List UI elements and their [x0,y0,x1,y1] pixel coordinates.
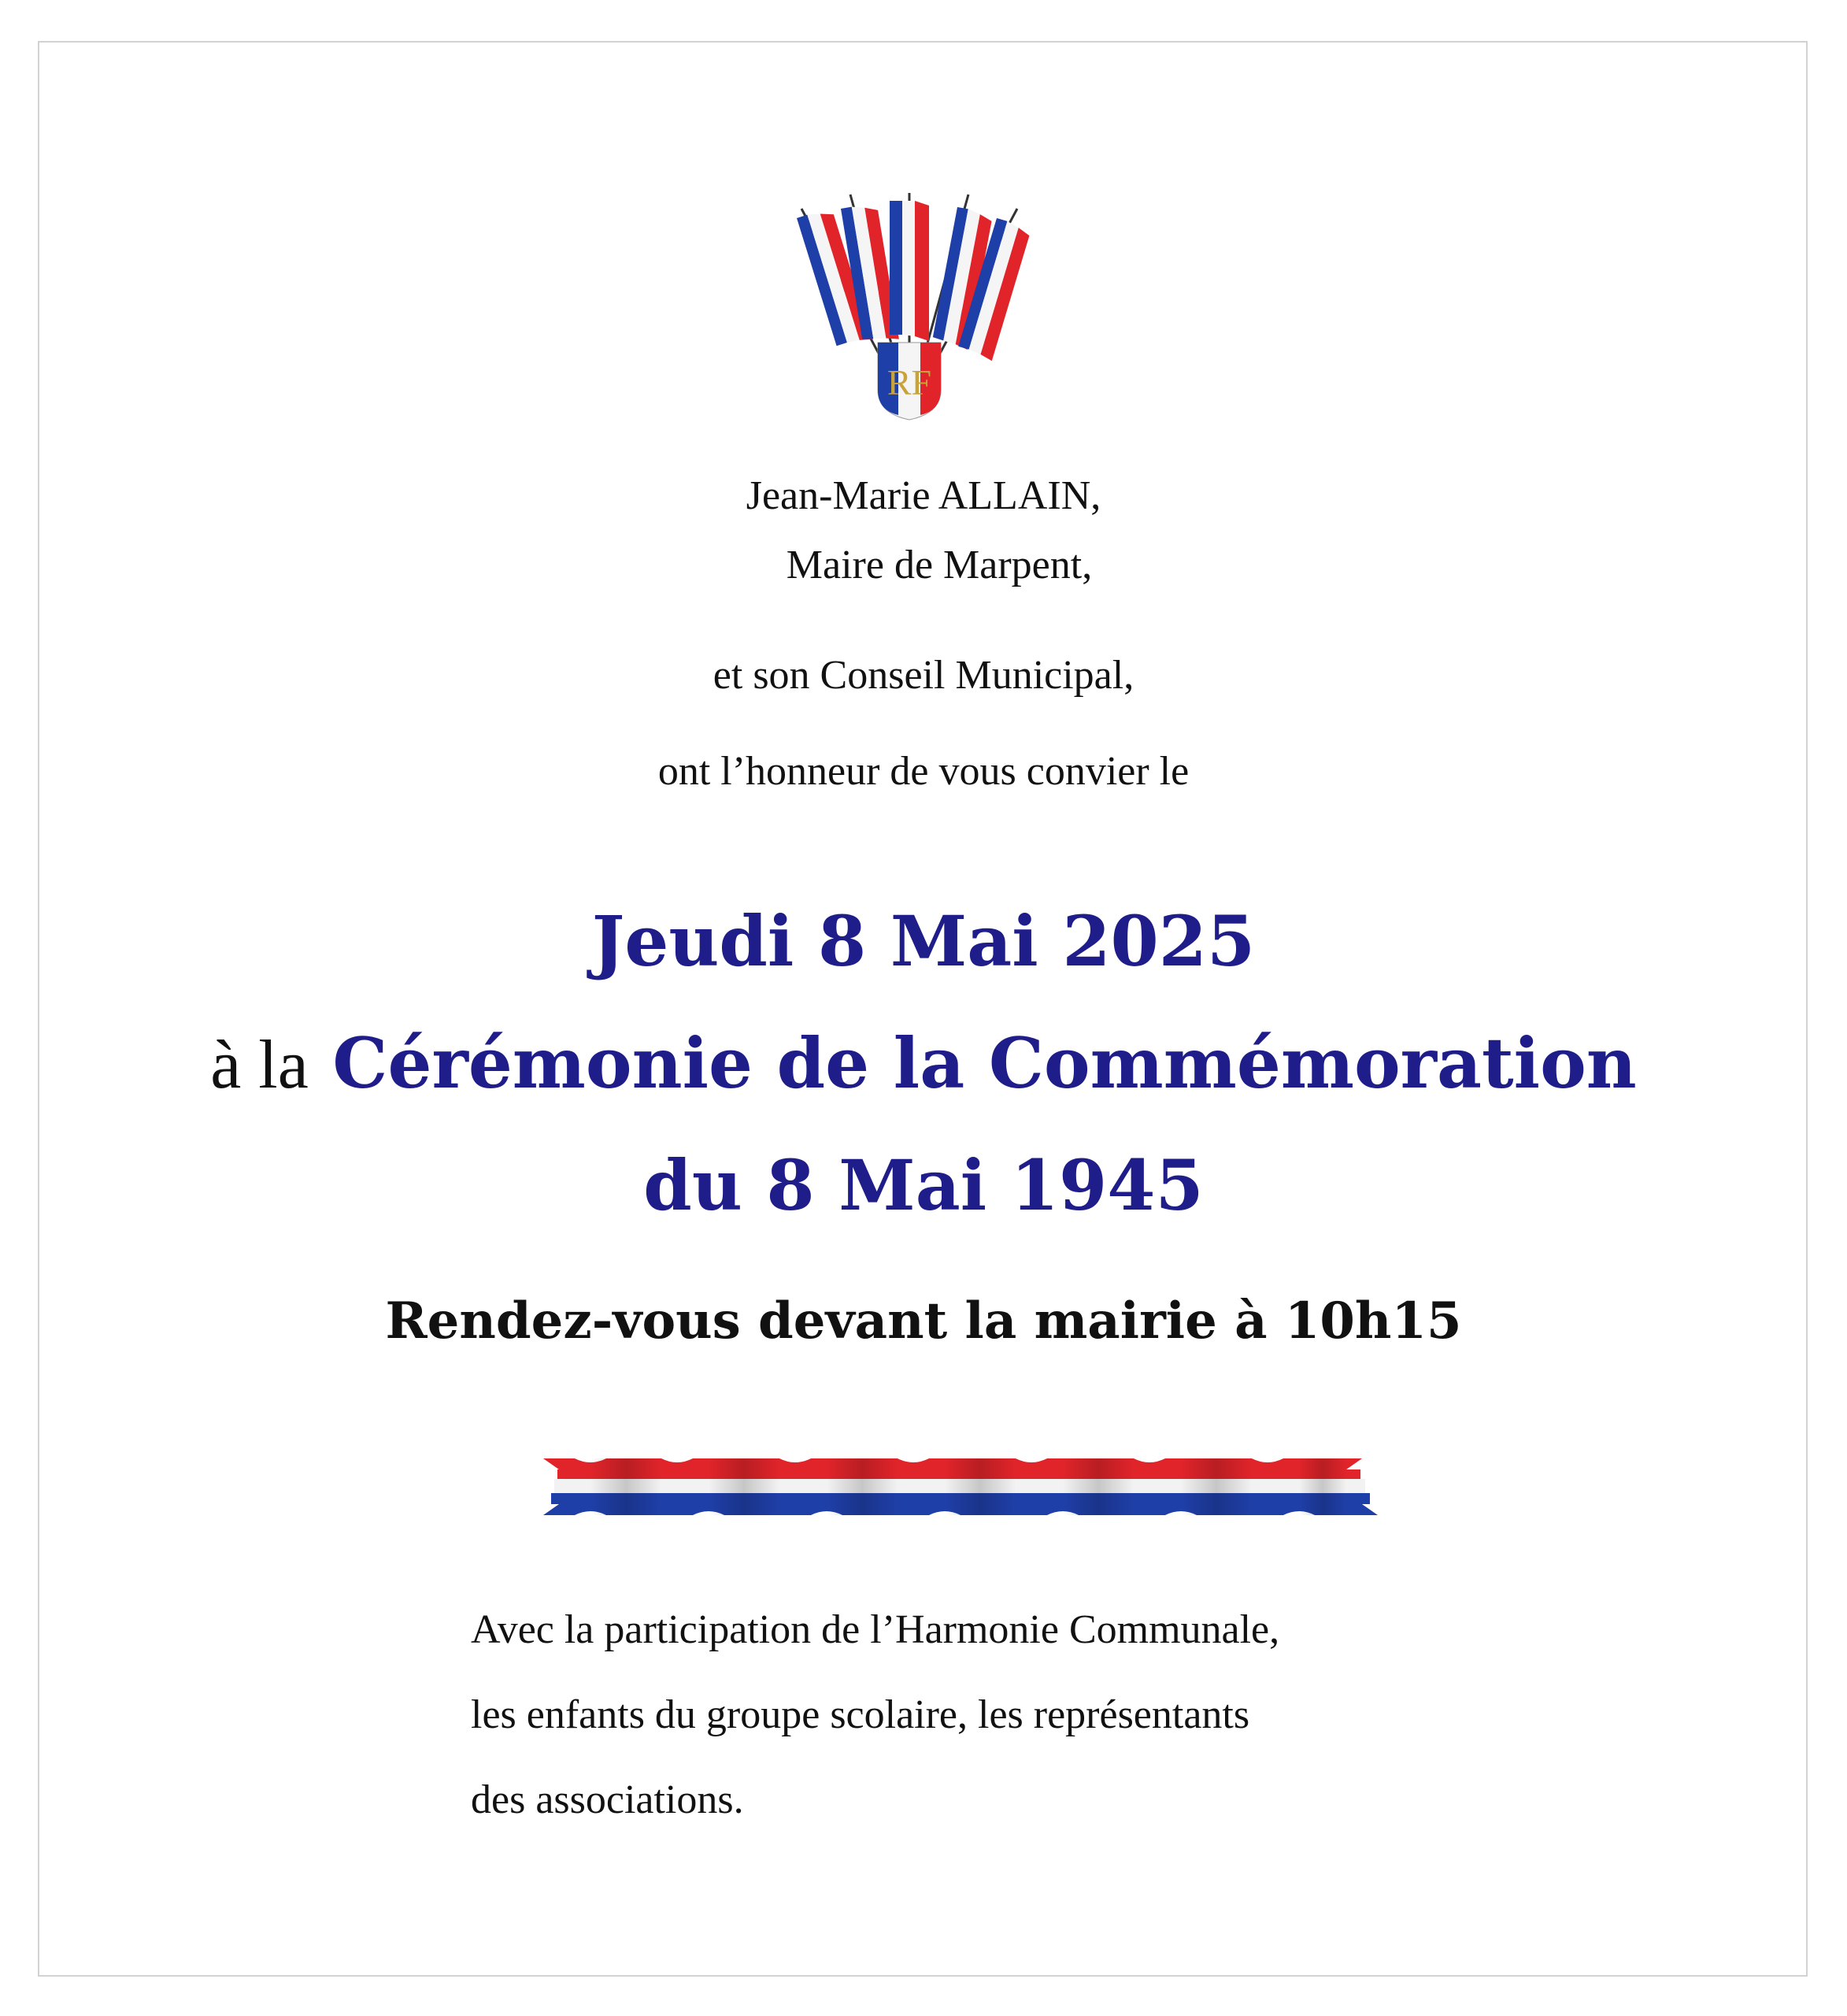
event-subtitle: du 8 Mai 1945 [643,1144,1204,1226]
event-date: Jeudi 8 Mai 2025 [591,900,1256,982]
participation-block [471,1606,1279,1862]
mayor-title: Maire de Marpent, [786,543,1093,587]
participation-line-1: Avec la participation de l’Harmonie Communale, [471,1607,1280,1652]
invitation-line: ont l’honneur de vous convier le [657,749,1190,794]
event-prefix: à la [210,1027,309,1103]
participation-line-2: les enfants du groupe scolaire, les représentants [471,1692,1250,1737]
rf-monogram: RF [886,362,932,402]
event-title: Cérémonie de la Commémoration [332,1022,1637,1104]
mayor-name: Jean-Marie ALLAIN, [746,473,1101,518]
french-flags-rf-emblem-icon [779,177,1039,421]
tricolor-ribbon-icon [543,1455,1378,1518]
participation-line-3: des associations. [471,1777,744,1822]
event-title-line [0,1020,1847,1109]
council-line: et son Conseil Municipal, [713,653,1134,698]
meeting-info: Rendez-vous devant la mairie à 10h15 [385,1292,1462,1351]
